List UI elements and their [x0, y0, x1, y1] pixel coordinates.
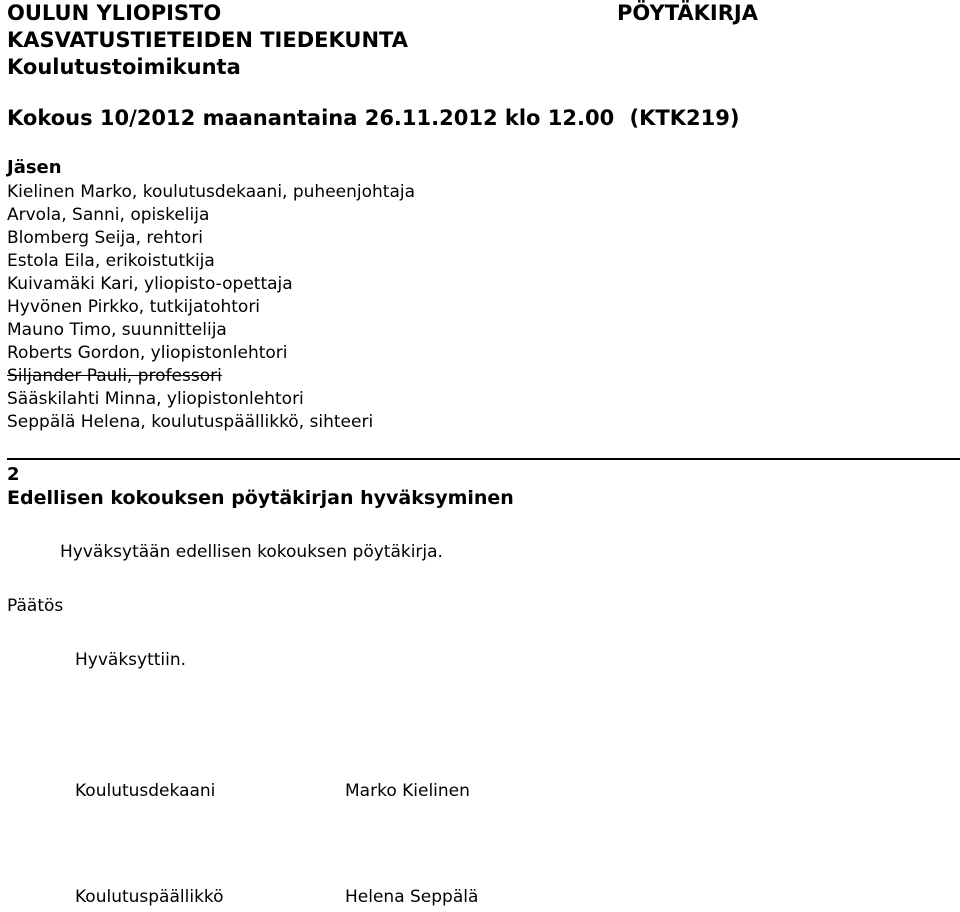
signature-role-manager: Koulutuspäällikkö: [75, 887, 224, 907]
signature-role-dean: Koulutusdekaani: [75, 781, 216, 801]
item-proposal: Hyväksytään edellisen kokouksen pöytäkirja.: [60, 542, 443, 562]
member-row: Kielinen Marko, koulutusdekaani, puheenjohtaja: [7, 182, 416, 202]
decision-text: Hyväksyttiin.: [75, 650, 187, 670]
faculty-name: KASVATUSTIETEIDEN TIEDEKUNTA: [7, 28, 408, 52]
member-row: Siljander Pauli, professori: [7, 366, 222, 386]
member-row: Arvola, Sanni, opiskelija: [7, 205, 210, 225]
member-row: Estola Eila, erikoistutkija: [7, 251, 215, 271]
item-number: 2: [7, 464, 20, 485]
section-divider: [7, 458, 960, 460]
decision-label: Päätös: [7, 596, 64, 616]
member-row: Roberts Gordon, yliopistonlehtori: [7, 343, 288, 363]
member-row: Blomberg Seija, rehtori: [7, 228, 204, 248]
member-row: Seppälä Helena, koulutuspäällikkö, sihteeri: [7, 412, 374, 432]
university-name: OULUN YLIOPISTO: [7, 1, 222, 25]
member-row: Kuivamäki Kari, yliopisto-opettaja: [7, 274, 293, 294]
members-heading: Jäsen: [7, 157, 62, 178]
item-title: Edellisen kokouksen pöytäkirjan hyväksyminen: [7, 487, 514, 509]
meeting-date-time: Kokous 10/2012 maanantaina 26.11.2012 klo 12.00: [7, 106, 615, 130]
member-row: Mauno Timo, suunnittelija: [7, 320, 227, 340]
member-row: Sääskilahti Minna, yliopistonlehtori: [7, 389, 304, 409]
document-type: PÖYTÄKIRJA: [617, 1, 758, 25]
meeting-title: [7, 106, 739, 130]
member-row: Hyvönen Pirkko, tutkijatohtori: [7, 297, 261, 317]
signature-name-dean: Marko Kielinen: [345, 781, 470, 801]
signature-name-manager: Helena Seppälä: [345, 887, 479, 907]
committee-name: Koulutustoimikunta: [7, 55, 241, 79]
meeting-location: (KTK219): [629, 106, 740, 130]
